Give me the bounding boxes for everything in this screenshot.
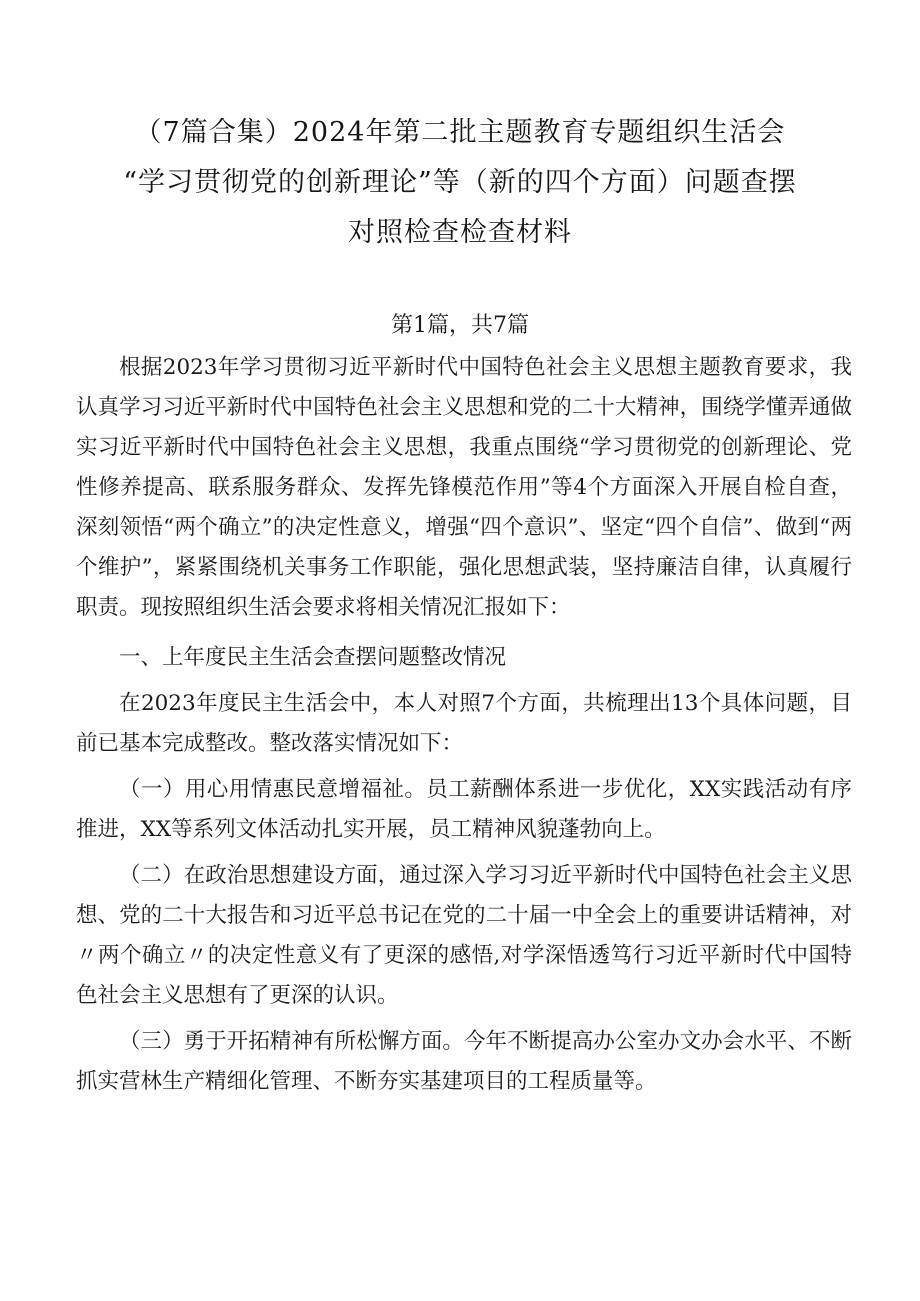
item-paragraph-2: （二）在政治思想建设方面，通过深入学习习近平新时代中国特色社会主义思想、党的二十大报告和习近平总书记在党的二十届一中全会上的重要讲话精神，对〃两个确立〃的决定性意义有了更深的感悟,对学深悟透笃行习近平新时代中国特色社会主义思想有了更深的认识。	[76, 863, 852, 1008]
document-title	[60, 108, 860, 258]
item-paragraph-3: （三）勇于开拓精神有所松懈方面。今年不断提高办公室办文办会水平、不断抓实营林生产精细化管理、不断夯实基建项目的工程质量等。	[76, 1029, 852, 1094]
intro-paragraph: 根据2023年学习贯彻习近平新时代中国特色社会主义思想主题教育要求，我认真学习习近平新时代中国特色社会主义思想和党的二十大精神，围绕学懂弄通做实习近平新时代中国特色社会主义思想，我重点围绕“学习贯彻党的创新理论、党性修养提高、联系服务群众、发挥先锋模范作用”等4个方面深入开展自检自查，深刻领悟“两个确立”的决定性意义，增强“四个意识”、坚定“四个自信”、做到“两个维护”，紧紧围绕机关事务工作职能，强化思想武装，坚持廉洁自律，认真履行职责。现按照组织生活会要求将相关情况汇报如下：	[76, 355, 852, 620]
title-line-2: “学习贯彻党的创新理论”等（新的四个方面）问题查摆	[123, 167, 797, 198]
item-paragraph-1: （一）用心用情惠民意增福祉。员工薪酬体系进一步优化，XX实践活动有序推进，XX等系列文体活动扎实开展，员工精神风貌蓬勃向上。	[76, 777, 852, 842]
title-line-1: （7篇合集）2024年第二批主题教育专题组织生活会	[134, 117, 786, 148]
title-line-3: 对照检查检查材料	[348, 217, 572, 248]
section-intro-paragraph: 在2023年度民主生活会中，本人对照7个方面，共梳理出13个具体问题，目前已基本完成整改。整改落实情况如下：	[76, 691, 852, 756]
document-body	[76, 348, 852, 1102]
part-indicator: 第1篇，共7篇	[391, 313, 529, 338]
section-heading: 一、上年度民主生活会查摆问题整改情况	[119, 645, 507, 670]
